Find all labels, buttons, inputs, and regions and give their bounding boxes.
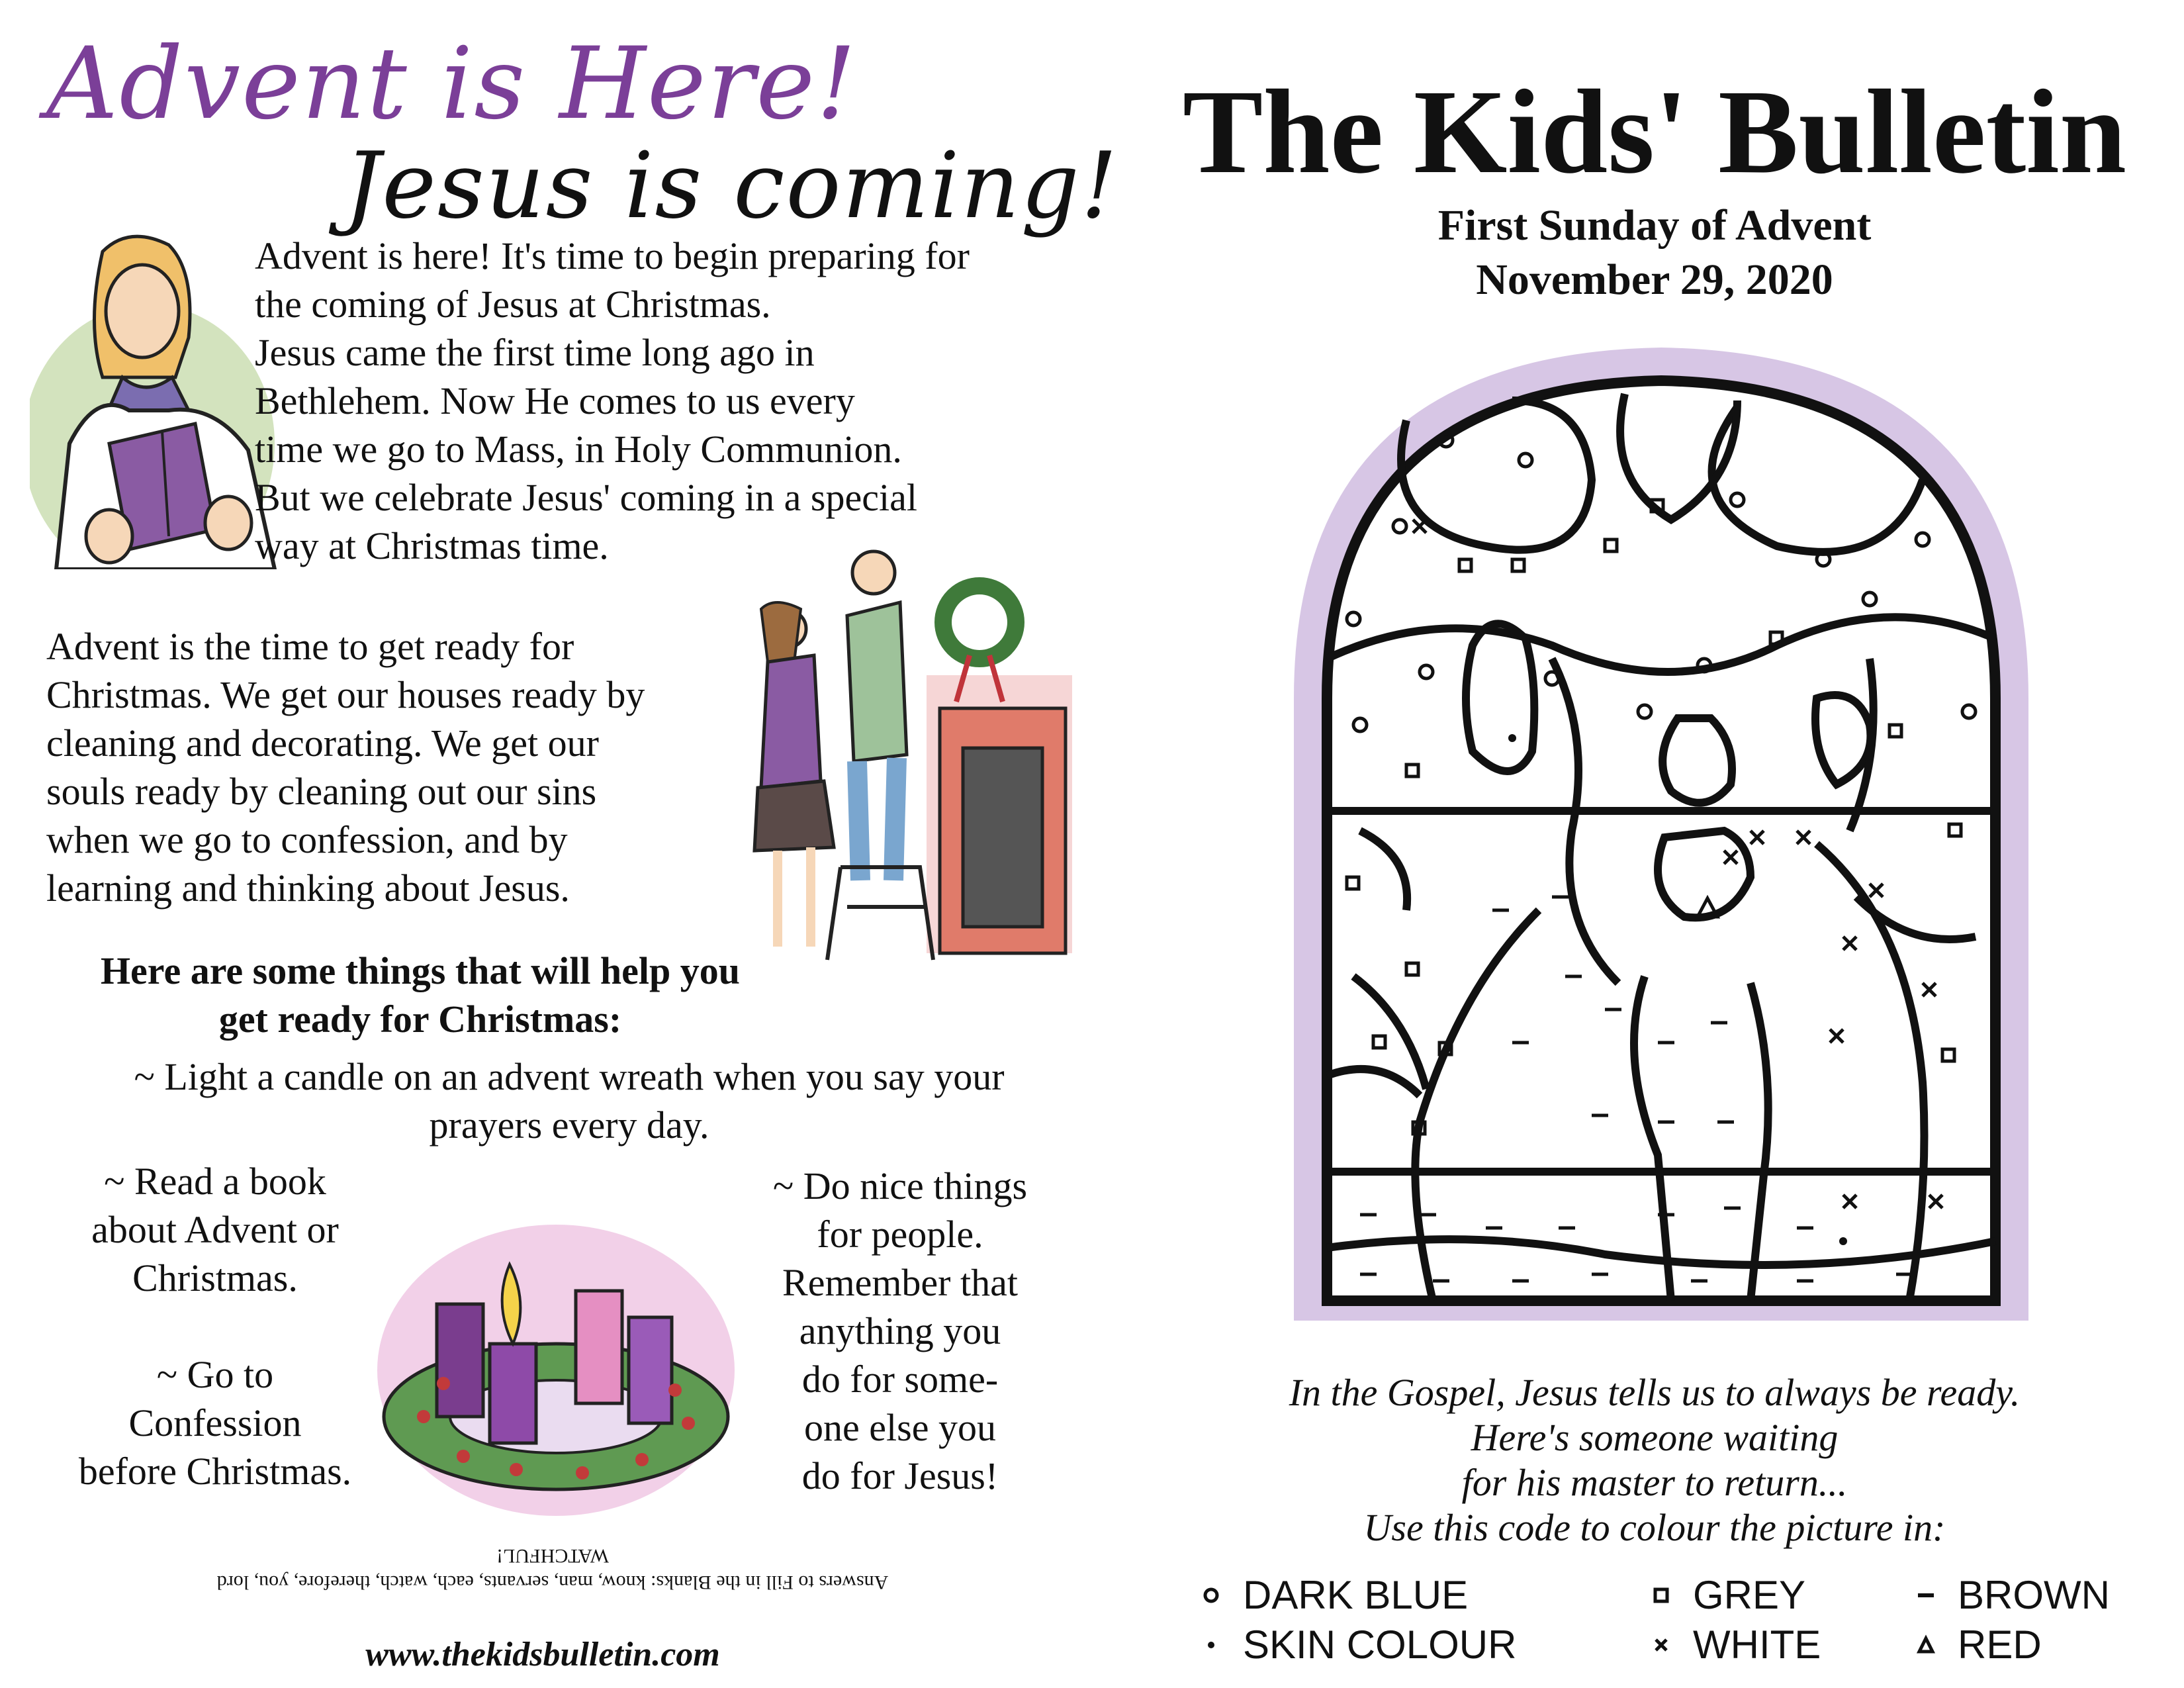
answers-key-upside-down xyxy=(99,1542,1006,1595)
advent-script-title: Advent is Here! xyxy=(46,26,858,142)
dash-symbol-icon xyxy=(1906,1575,1946,1615)
answers-line: Answers to Fill in the Blanks: know, man, servants, each, watch, therefore, you, lord xyxy=(216,1571,889,1593)
dot-symbol-icon xyxy=(1191,1625,1231,1665)
gospel-instructions: In the Gospel, Jesus tells us to always be ready. Here's someone waiting for his master to return... Use this code to colour the picture in: xyxy=(1289,1371,2021,1549)
square-symbol-icon xyxy=(1641,1575,1681,1615)
answers-word: WATCHFUL! xyxy=(496,1545,609,1567)
tip-read-book: ~ Read a book about Advent or Christmas. xyxy=(91,1160,339,1299)
stained-glass-coloring-window xyxy=(1274,328,2048,1340)
help-heading: Here are some things that will help you get ready for Christmas: xyxy=(100,949,741,1041)
legend-label: DARK BLUE xyxy=(1243,1573,1469,1617)
x-symbol-icon xyxy=(1641,1625,1681,1665)
triangle-symbol-icon xyxy=(1906,1625,1946,1665)
intro-paragraph: Advent is here! It's time to begin preparing for the coming of Jesus at Christmas. Jesus came the first time long ago in Bethlehem. Now He comes to us every time we go to Mass, in Holy Communion. But we celebrate Jesus' coming in a special way at Christmas time. xyxy=(255,234,970,567)
tip-confession: ~ Go to Confession before Christmas. xyxy=(78,1353,352,1493)
legend-grey xyxy=(1641,1572,1805,1618)
bulletin-title: The Kids' Bulletin xyxy=(1182,66,2127,199)
legend-dark-blue xyxy=(1191,1572,1468,1618)
advent-wreath-illustration xyxy=(371,1178,741,1523)
bulletin-date-subtitle: First Sunday of Advent November 29, 2020 xyxy=(1437,201,1872,304)
circle-symbol-icon xyxy=(1191,1575,1231,1615)
tip-nice-things: ~ Do nice things for people. Remember that anything you do for some- one else you do for Jesus! xyxy=(772,1164,1028,1497)
legend-label: WHITE xyxy=(1693,1622,1821,1667)
legend-label: GREY xyxy=(1693,1573,1806,1617)
prep-paragraph: Advent is the time to get ready for Christmas. We get our houses ready by cleaning and decorating. We get our souls ready by cleaning out our sins when we go to confession, and by learning and thinking about Jesus. xyxy=(46,625,645,910)
legend-label: RED xyxy=(1958,1622,2042,1667)
legend-label: BROWN xyxy=(1958,1573,2110,1617)
website-url: www.thekidsbulletin.com xyxy=(365,1636,720,1673)
legend-red xyxy=(1906,1622,2042,1667)
legend-skin-colour xyxy=(1191,1622,1516,1667)
jesus-coming-script-subtitle: Jesus is coming! xyxy=(344,132,1119,239)
colour-code-legend xyxy=(1191,1572,2151,1671)
legend-brown xyxy=(1906,1572,2110,1618)
tip-light-candle: ~ Light a candle on an advent wreath when you say your prayers every day. xyxy=(134,1055,1005,1147)
wreath-hang-illustration xyxy=(741,536,1072,966)
legend-white xyxy=(1641,1622,1821,1667)
legend-label: SKIN COLOUR xyxy=(1243,1622,1517,1667)
